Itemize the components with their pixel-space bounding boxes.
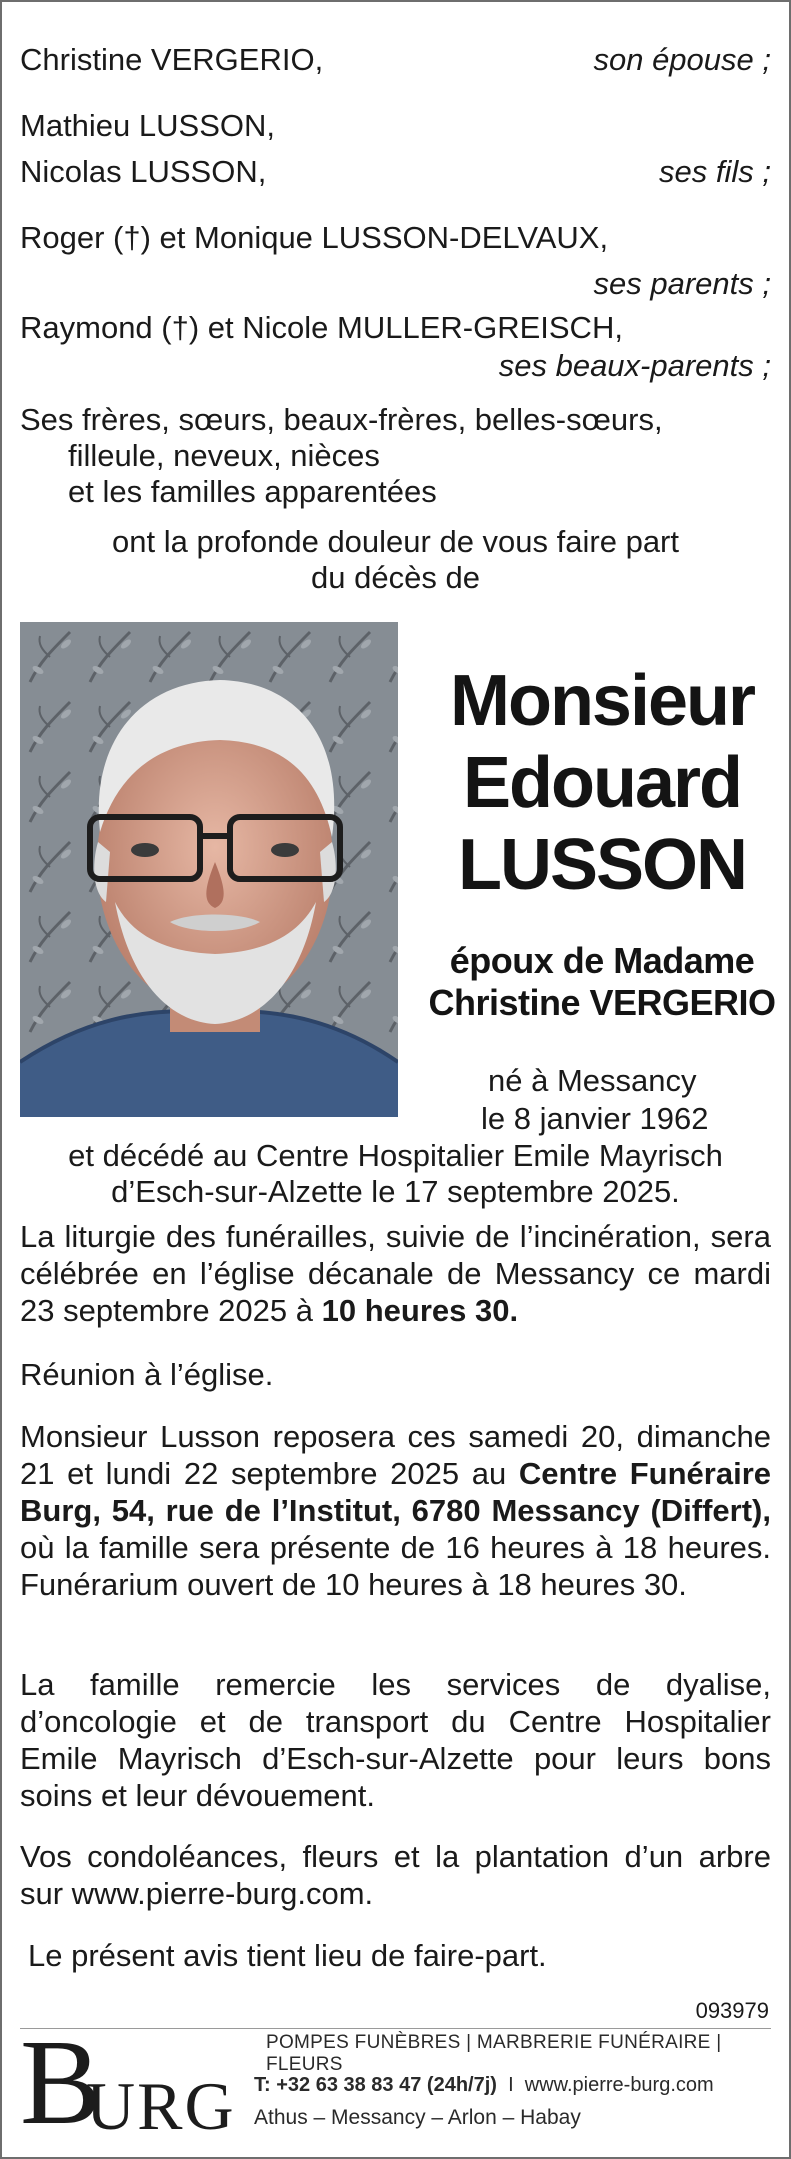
announcement-line-2: du décès de — [311, 560, 480, 595]
family-relatives — [20, 402, 771, 510]
son-2-name: Nicolas LUSSON, — [20, 154, 267, 189]
liturgy-paragraph — [20, 1218, 771, 1329]
logo-letter-b: B — [20, 2015, 102, 2150]
reference-number: 093979 — [695, 1998, 769, 2023]
portrait-photo — [20, 622, 398, 1117]
death-info — [20, 1138, 771, 1210]
parents-role: ses parents ; — [593, 266, 771, 301]
spouse-line-1: époux de Madame — [449, 940, 755, 981]
spouse-block — [422, 940, 782, 1024]
condolences-paragraph: Vos condoléances, fleurs et la plantation d’un arbre sur www.pierre-burg.com. — [20, 1839, 771, 1911]
footer-phone: T: +32 63 38 83 47 — [254, 2074, 427, 2096]
birth-date: le 8 janvier 1962 — [481, 1101, 709, 1136]
footer-towns: Athus – Messancy – Arlon – Habay — [254, 2106, 581, 2129]
reunion-paragraph: Réunion à l’église. — [20, 1357, 274, 1392]
deceased-name-block — [422, 660, 782, 906]
spouse-line-2: Christine VERGERIO — [428, 982, 776, 1023]
logo-letters-urg: URG — [86, 2068, 236, 2144]
thanks-paragraph: La famille remercie les services de dyalise, d’oncologie et de transport du Centre Hospitalier Emile Mayrisch d’Esch-sur-Alzette pour leurs bons soins et leur dévouement. — [20, 1667, 771, 1813]
spouse-name: Christine VERGERIO, — [20, 42, 324, 77]
relatives-line-3: et les familles apparentées — [68, 474, 437, 509]
footer-hours: (24h/7j) — [426, 2074, 497, 2096]
relatives-line-1: Ses frères, sœurs, beaux-frères, belles-sœurs, — [20, 402, 663, 437]
family-line-son-2 — [20, 154, 771, 190]
burg-logo — [20, 2015, 240, 2150]
footer-contact — [254, 2074, 714, 2097]
footer-website: I www.pierre-burg.com — [496, 2074, 714, 2096]
family-line-parents — [20, 220, 771, 256]
deceased-last-name: LUSSON — [457, 825, 747, 905]
announcement-line-1: ont la profonde douleur de vous faire part — [112, 524, 679, 559]
sons-role: ses fils ; — [659, 154, 771, 189]
deceased-first-name: Edouard — [462, 743, 741, 823]
death-line-1: et décédé au Centre Hospitalier Emile Mayrisch — [68, 1138, 723, 1173]
family-line-in-laws — [20, 310, 771, 346]
liturgy-time: 10 heures 30. — [321, 1293, 519, 1328]
in-laws-role: ses beaux-parents ; — [498, 348, 771, 383]
birth-place: né à Messancy — [488, 1063, 697, 1098]
parents-names: Roger (†) et Monique LUSSON-DELVAUX, — [20, 220, 609, 255]
footer-services: POMPES FUNÈBRES | MARBRERIE FUNÉRAIRE | FLEURS — [266, 2032, 722, 2075]
rest-text-2: où la famille sera présente de 16 heures à 18 heures. Funérarium ouvert de 10 heures à 18 heures 30. — [20, 1530, 771, 1602]
rest-paragraph — [20, 1418, 771, 1603]
liturgy-text: La liturgie des funérailles, suivie de l’incinération, sera célébrée en l’église décanale de Messancy ce mardi 23 septembre 2025 à — [20, 1219, 771, 1328]
deceased-title: Monsieur — [449, 661, 755, 741]
announcement — [20, 524, 771, 596]
in-laws-names: Raymond (†) et Nicole MULLER-GREISCH, — [20, 310, 623, 345]
relatives-line-2: filleule, neveux, nièces — [68, 438, 380, 473]
death-line-2: d’Esch-sur-Alzette le 17 septembre 2025. — [111, 1174, 680, 1209]
family-line-spouse — [20, 42, 771, 78]
rest-text-1: Monsieur Lusson reposera ces samedi 20, dimanche 21 et lundi 22 septembre 2025 au — [20, 1419, 771, 1491]
notice-paragraph: Le présent avis tient lieu de faire-part. — [28, 1938, 547, 1973]
son-1-name: Mathieu LUSSON, — [20, 108, 275, 143]
family-line-son-1 — [20, 108, 771, 144]
spouse-role: son épouse ; — [593, 42, 771, 77]
rest-place: Centre Funéraire Burg, 54, rue de l’Institut, 6780 Messancy (Differt), — [20, 1456, 772, 1528]
